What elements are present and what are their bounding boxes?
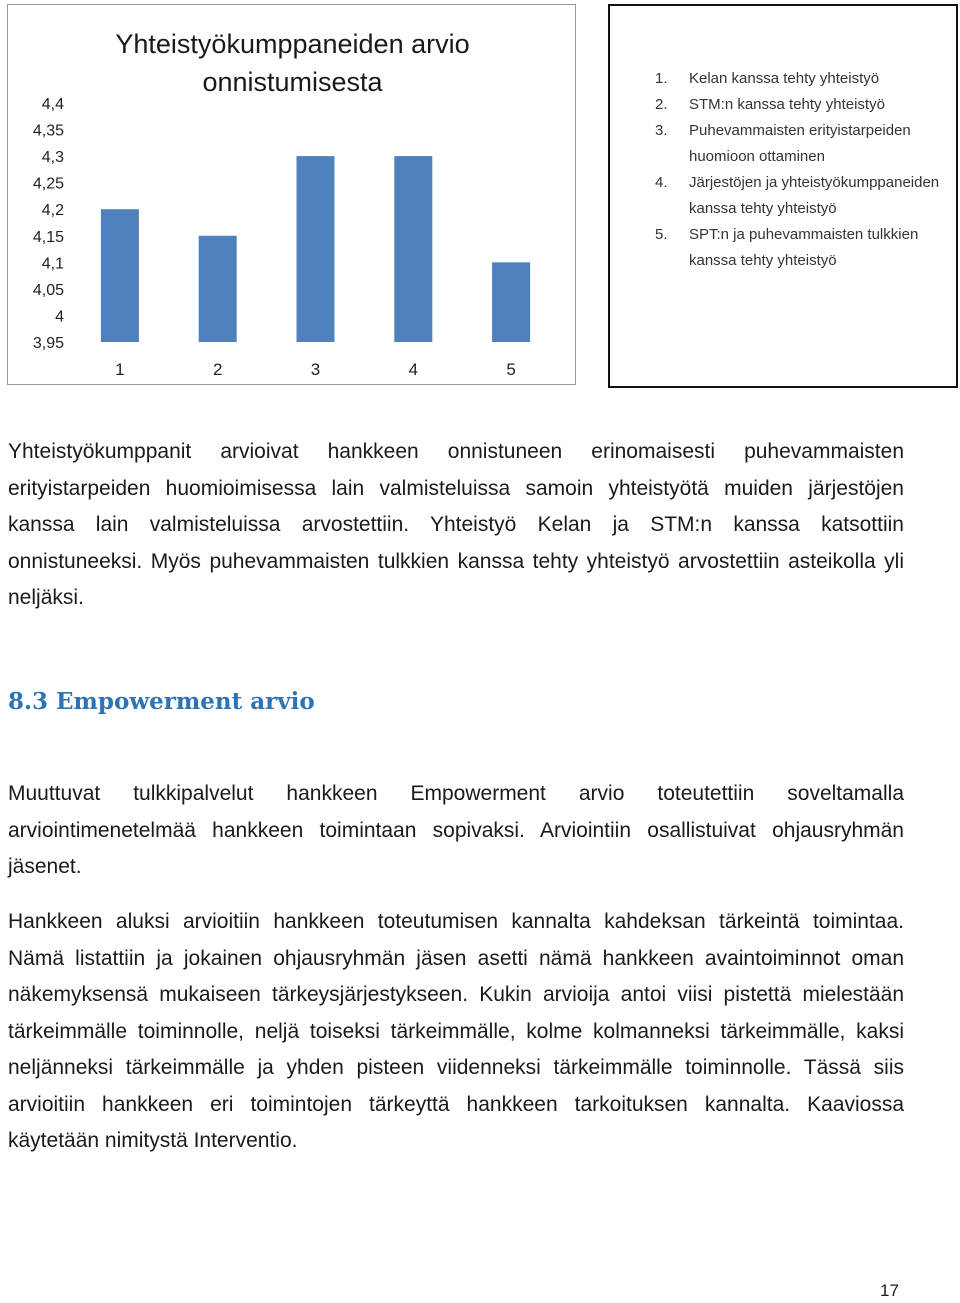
legend-item-number: 4. [655, 174, 668, 191]
paragraph-empowerment-method: Hankkeen aluksi arvioitiin hankkeen toteutumisen kannalta kahdeksan tärkeintä toimintaa. Nämä listattiin ja jokainen ohjausryhmän jäsen asetti nämä hankkeen avaintoiminnot oman näkemyksensä mukaiseen tärkeysjärjestykseen. Kukin arvioija antoi viisi pistettä mielestään tärkeimmälle toiminnolle, neljä toiseksi tärkeimmälle, kolme kolmanneksi tärkeimmälle, kaksi neljänneksi tärkeimmälle ja yhden pisteen viidenneksi tärkeimmälle toiminnolle. Tässä siis arvioitiin hankkeen eri toimintojen tärkeyttä hankkeen tarkoituksen kannalta. Kaaviossa käytetään nimitystä Interventio. [8, 910, 904, 1152]
x-tick-label: 2 [212, 360, 223, 379]
legend-item [655, 222, 945, 274]
y-tick-label: 4,15 [32, 228, 64, 246]
x-tick-label: 5 [506, 360, 516, 379]
section-number: 8.3 [8, 688, 49, 715]
bar-4 [394, 156, 432, 342]
legend-item-number: 1. [655, 70, 668, 87]
y-tick-label: 4,05 [32, 281, 64, 299]
bar-1 [101, 209, 139, 342]
chart-plot [8, 5, 577, 386]
y-tick-label: 4,3 [41, 149, 64, 167]
y-tick-label: 4,35 [32, 122, 64, 140]
paragraph-results: Yhteistyökumppanit arvioivat hankkeen onnistuneen erinomaisesti puhevammaisten erityistarpeiden huomioimisessa lain valmisteluissa samoin yhteistyötä muiden järjestöjen kanssa lain valmisteluissa arvostettiin. Yhteistyö Kelan ja STM:n kanssa katsottiin onnistuneeksi. Myös puhevammaisten tulkkien kanssa tehty yhteistyö arvostettiin asteikolla yli neljäksi. [8, 440, 904, 609]
legend-list [655, 66, 945, 274]
y-tick-label: 4,1 [41, 255, 64, 273]
legend-item-number: 5. [655, 226, 668, 243]
y-tick-label: 4 [55, 308, 64, 326]
legend-item-text: Puhevammaisten erityistarpeiden huomioon ottaminen [689, 122, 911, 165]
x-tick-label: 4 [408, 360, 419, 379]
paragraph-empowerment-intro: Muuttuvat tulkkipalvelut hankkeen Empowerment arvio toteutettiin soveltamalla arviointimenetelmää hankkeen toimintaan sopivaksi. Arviointiin osallistuivat ohjausryhmän jäsenet. [8, 782, 904, 878]
y-tick-label: 4,25 [32, 175, 64, 193]
legend-item-number: 3. [655, 122, 668, 139]
page-number: 17 [880, 1281, 899, 1300]
x-tick-label: 1 [115, 360, 125, 379]
legend-item [655, 92, 945, 118]
legend-item [655, 118, 945, 170]
bar-2 [199, 236, 237, 342]
legend-panel [608, 4, 958, 388]
y-tick-label: 4,4 [41, 96, 64, 113]
chart-title-line-2: onnistumisesta [202, 67, 383, 97]
section-heading [8, 688, 315, 715]
y-tick-label: 4,2 [41, 202, 64, 220]
legend-item [655, 66, 945, 92]
chart-title-line-1: Yhteistyökumppaneiden arvio [115, 29, 470, 59]
legend-item-text: Kelan kanssa tehty yhteistyö [689, 70, 880, 87]
section-title: Empowerment arvio [56, 688, 315, 715]
legend-item-number: 2. [655, 96, 668, 113]
legend-item [655, 170, 945, 222]
x-tick-label: 3 [310, 360, 321, 379]
bar-3 [297, 156, 335, 342]
legend-item-text: STM:n kanssa tehty yhteistyö [689, 96, 885, 113]
legend-item-text: SPT:n ja puhevammaisten tulkkien kanssa tehty yhteistyö [689, 226, 919, 269]
bar-chart-panel [7, 4, 576, 385]
bar-5 [492, 262, 530, 342]
y-tick-label: 3,95 [32, 335, 64, 352]
legend-item-text: Järjestöjen ja yhteistyökumppaneiden kanssa tehty yhteistyö [689, 174, 940, 217]
